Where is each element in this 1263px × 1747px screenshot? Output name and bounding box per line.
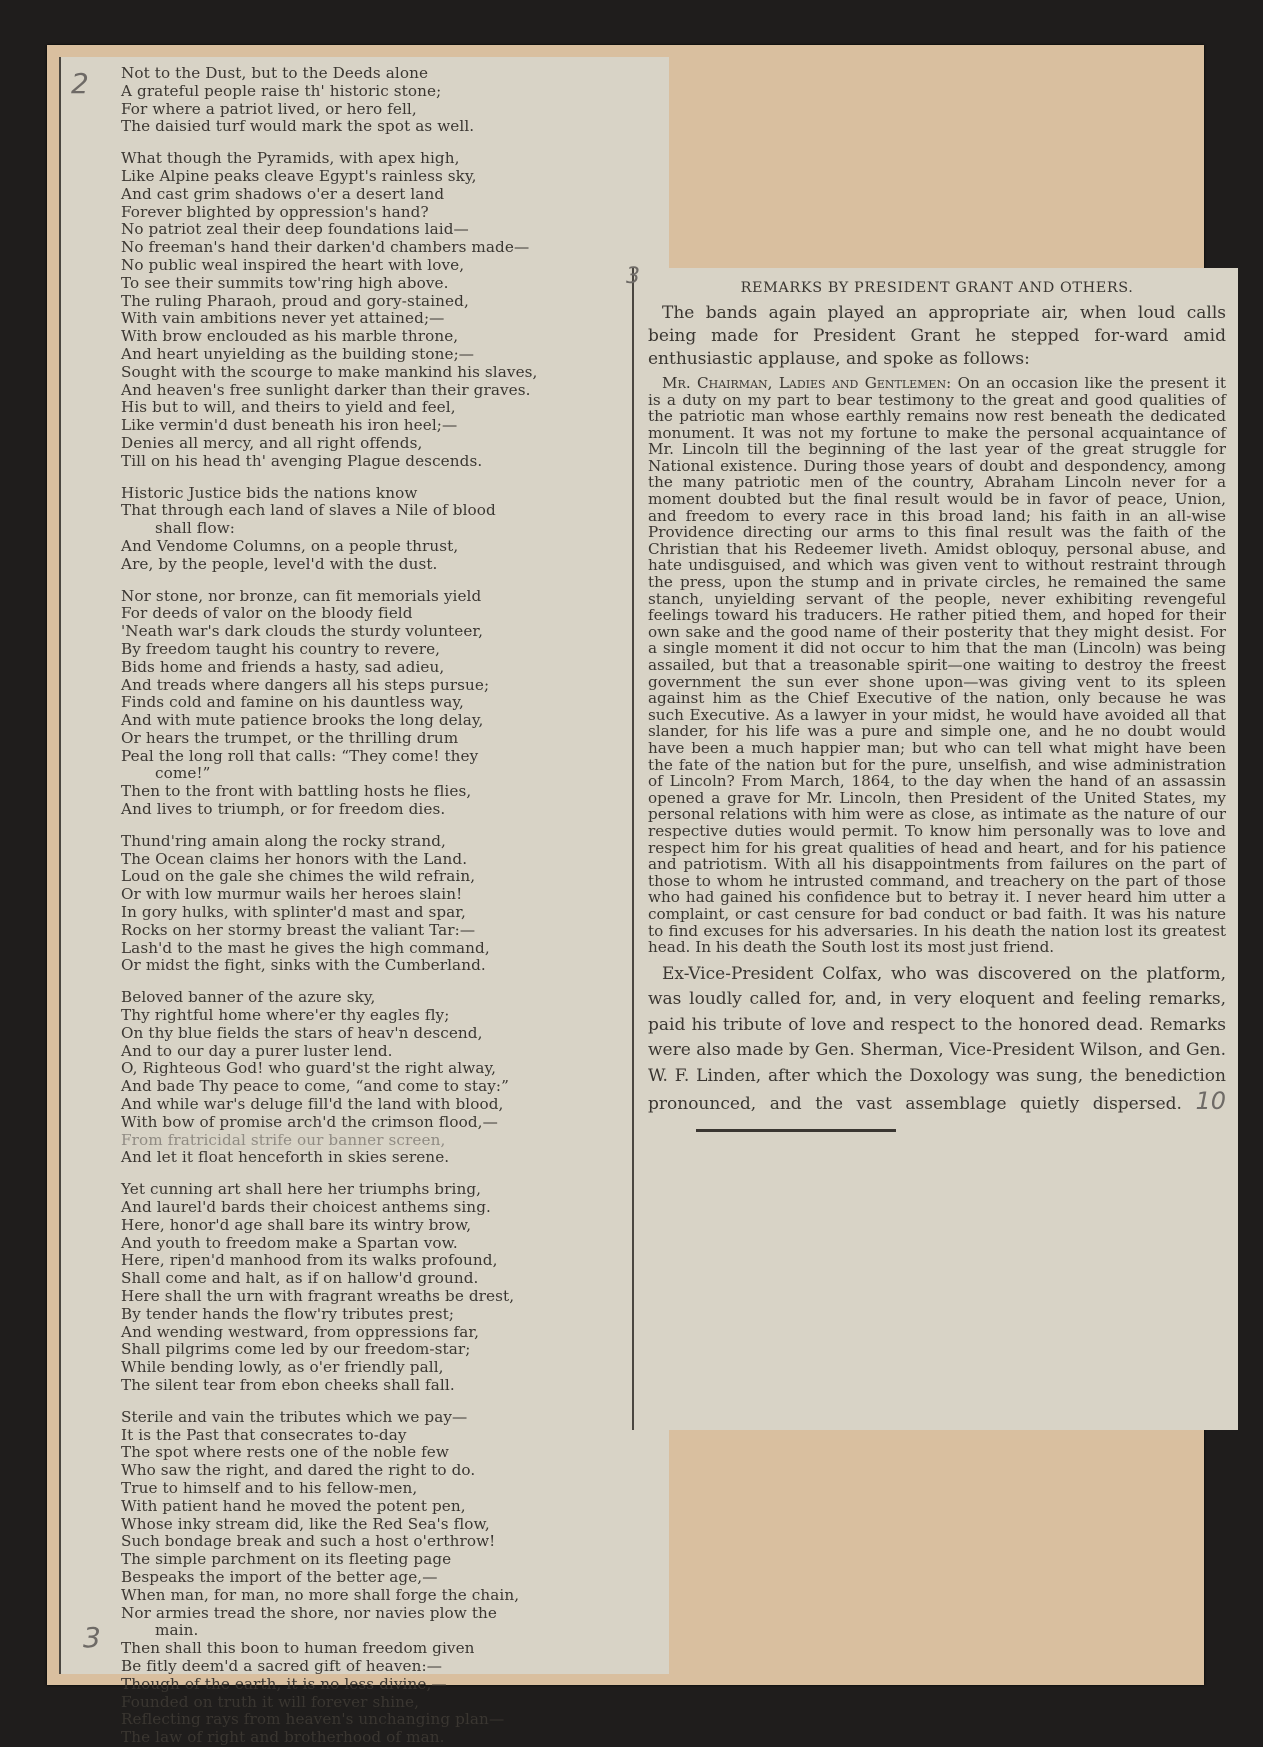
poem-line: Denies all mercy, and all right offends, bbox=[121, 433, 423, 452]
end-rule bbox=[696, 1129, 896, 1132]
poem-line: By tender hands the flow'ry tributes prest; bbox=[121, 1304, 455, 1323]
poem-line: It is the Past that consecrates to-day bbox=[121, 1425, 407, 1444]
poem-line: Like Alpine peaks cleave Egypt's rainless sky, bbox=[121, 166, 477, 185]
poem-line: O, Righteous God! who guard'st the right alway, bbox=[121, 1059, 497, 1078]
poem-stanza bbox=[121, 833, 659, 975]
poem-line: Shall come and halt, as if on hallow'd ground. bbox=[121, 1269, 479, 1288]
poem-line: Forever blighted by oppression's hand? bbox=[121, 202, 429, 221]
poem-line: Though of the earth, it is no less divine,— bbox=[121, 1674, 447, 1693]
poem-line: Shall pilgrims come led by our freedom-star; bbox=[121, 1340, 471, 1359]
poem-line: What though the Pyramids, with apex high, bbox=[121, 149, 460, 168]
poem-line: Thund'ring amain along the rocky strand, bbox=[121, 831, 446, 850]
poem-line: By freedom taught his country to revere, bbox=[121, 639, 441, 658]
poem-line: And let it float henceforth in skies serene. bbox=[121, 1148, 450, 1167]
poem-line: For deeds of valor on the bloody field bbox=[121, 604, 413, 623]
poem-line: For where a patriot lived, or hero fell, bbox=[121, 99, 417, 118]
poem-line: A grateful people raise th' historic stone; bbox=[121, 81, 442, 100]
poem-line: And Vendome Columns, on a people thrust, bbox=[121, 536, 459, 555]
speech-salutation: Mr. Chairman, Ladies and Gentlemen: bbox=[662, 373, 952, 392]
poem-line: Like vermin'd dust beneath his iron heel;— bbox=[121, 416, 458, 435]
poem-line: And laurel'd bards their choicest anthems sing. bbox=[121, 1198, 491, 1217]
poem-line: With patient hand he moved the potent pen, bbox=[121, 1496, 466, 1515]
poem-line: Beloved banner of the azure sky, bbox=[121, 988, 376, 1007]
poem-line: Till on his head th' avenging Plague descends. bbox=[121, 451, 483, 470]
poem-line: The silent tear from ebon cheeks shall fall. bbox=[121, 1375, 455, 1394]
poem-line: Then to the front with battling hosts he flies, bbox=[121, 782, 472, 801]
closing-text: Ex-Vice-President Colfax, who was discovered on the platform, was loudly called for, and, in very eloquent and feeling remarks, paid his tribute of love and respect to the honored dead. Remarks were also made by Gen. Sherman, Vice-President Wilson, and Gen. W. F. Linden, after which the Doxology was sung, the benediction pronounced, and the vast assemblage quietly dispersed. bbox=[648, 963, 1226, 1115]
poem-line: Not to the Dust, but to the Deeds alone bbox=[121, 64, 429, 82]
poem-line: Who saw the right, and dared the right to do. bbox=[121, 1461, 476, 1480]
poem-stanza bbox=[121, 65, 659, 136]
poem-line: Nor armies tread the shore, nor navies plow the bbox=[121, 1603, 497, 1622]
scrapbook-page bbox=[47, 45, 1227, 1747]
poem-line: When man, for man, no more shall forge the chain, bbox=[121, 1585, 520, 1604]
poem-line: Then shall this boon to human freedom given bbox=[121, 1639, 475, 1658]
poem-line: With vain ambitions never yet attained;— bbox=[121, 309, 445, 328]
poem-line: Sought with the scourge to make mankind his slaves, bbox=[121, 362, 538, 381]
poem-stanza bbox=[121, 150, 659, 470]
poem-line: No freeman's hand their darken'd chambers made— bbox=[121, 238, 530, 257]
poem-line: Lash'd to the mast he gives the high command, bbox=[121, 938, 490, 957]
poem-line: Founded on truth it will forever shine, bbox=[121, 1692, 420, 1711]
poem-stanza bbox=[121, 485, 659, 574]
poem-line: Nor stone, nor bronze, can fit memorials yield bbox=[121, 586, 482, 605]
poem-line: With bow of promise arch'd the crimson flood,— bbox=[121, 1112, 498, 1131]
poem-clipping bbox=[59, 57, 669, 1747]
article-intro: The bands again played an appropriate air, when loud calls being made for President Grant he stepped for-ward amid enthusiastic applause, and spoke as follows: bbox=[648, 302, 1226, 369]
poem-line: The spot where rests one of the noble few bbox=[121, 1443, 449, 1462]
poem-line: The law of right and brotherhood of man. bbox=[121, 1728, 445, 1747]
poem-line: Loud on the gale she chimes the wild refrain, bbox=[121, 867, 476, 886]
poem-line: While bending lowly, as o'er friendly pall, bbox=[121, 1358, 444, 1377]
poem-line: The simple parchment on its fleeting page bbox=[121, 1550, 452, 1569]
poem-body bbox=[121, 65, 659, 1747]
poem-line: And wending westward, from oppressions far, bbox=[121, 1322, 480, 1341]
poem-line: Rocks on her stormy breast the valiant Tar:— bbox=[121, 920, 476, 939]
poem-line: Sterile and vain the tributes which we pay— bbox=[121, 1407, 468, 1426]
article-clipping bbox=[626, 264, 1238, 1430]
poem-line: And with mute patience brooks the long delay, bbox=[121, 711, 484, 730]
poem-line: Or midst the fight, sinks with the Cumberland. bbox=[121, 956, 486, 975]
speech-text: On an occasion like the present it is a duty on my part to bear testimony to the great and good qualities of the patriotic man whose earthly remains now rest beneath the dedicated monument. It was not my fortune to make the personal acquaintance of Mr. Lincoln till the beginning of the last year of the great struggle for National existence. During those years of doubt and despondency, among the many patriotic men of the country, Abraham Lincoln never for a moment doubted but the final result would be in favor of peace, Union, and freedom to every race in this broad land; his faith in an all-wise Providence directing our arms to this final result was the faith of the Christian that his Redeemer liveth. Amidst obloquy, personal abuse, and hate undisguised, and which was given vent to without restraint through the press, upon the stump and in private circles, he remained the same stanch, unyielding servant of the people, never exhibiting revengeful feelings toward his traducers. He rather pitied them, and hoped for their own sake and the good name of their posterity that they might desist. For a single moment it did not occur to him that the man (Lincoln) was being assailed, but that a treasonable spirit—one waiting to destroy the freest government the sun ever shone upon—was giving vent to its spleen against him as the Chief Executive of the nation, only because he was such Executive. As a lawyer in your midst, he would have avoided all that slander, for his life was a pure and simple one, and he no doubt would have been a much happier man; but who can tell what might have been the fate of the nation but for the pure, unselfish, and wise administration of Lincoln? From March, 1864, to the day when the hand of an assassin opened a grave for Mr. Lincoln, then President of the United States, my personal relations with him were as close, as intimate as the nature of our respective duties would permit. To know him personally was to love and respect him for his great qualities of head and heart, and for his patience and patriotism. With all his disappointments from failures on the part of those to whom he intrusted command, and treachery on the part of those who had gained his confidence but to betray it. I never heard him utter a complaint, or cast censure for bad conduct or bad faith. It was his nature to find excuses for his adversaries. In his death the nation lost its greatest head. In his death the South lost its most just friend. bbox=[648, 373, 1227, 957]
poem-line: Finds cold and famine on his dauntless way, bbox=[121, 693, 464, 712]
poem-line: And while war's deluge fill'd the land with blood, bbox=[121, 1095, 504, 1114]
poem-line: No patriot zeal their deep foundations laid— bbox=[121, 220, 469, 239]
poem-stanza bbox=[121, 989, 659, 1167]
poem-line: And heaven's free sunlight darker than their graves. bbox=[121, 380, 531, 399]
poem-line: Historic Justice bids the nations know bbox=[121, 483, 418, 502]
poem-stanza bbox=[121, 1409, 659, 1747]
poem-line: And treads where dangers all his steps pursue; bbox=[121, 675, 490, 694]
poem-line: And lives to triumph, or for freedom dies. bbox=[121, 800, 446, 819]
poem-line: Here, honor'd age shall bare its wintry brow, bbox=[121, 1215, 472, 1234]
poem-line: That through each land of slaves a Nile of blood bbox=[121, 501, 496, 520]
poem-line: Such bondage break and such a host o'erthrow! bbox=[121, 1532, 496, 1551]
poem-line: Yet cunning art shall here her triumphs bring, bbox=[121, 1180, 482, 1199]
poem-line: To see their summits tow'ring high above. bbox=[121, 273, 449, 292]
poem-line: On thy blue fields the stars of heav'n descend, bbox=[121, 1023, 483, 1042]
poem-line: Peal the long roll that calls: “They come! they bbox=[121, 746, 479, 765]
poem-line: In gory hulks, with splinter'd mast and spar, bbox=[121, 903, 466, 922]
poem-line: Are, by the people, level'd with the dust. bbox=[121, 554, 438, 573]
poem-line: With brow enclouded as his marble throne, bbox=[121, 327, 459, 346]
poem-line: Here, ripen'd manhood from its walks profound, bbox=[121, 1251, 498, 1270]
pencil-mark-top: 3 bbox=[626, 264, 640, 289]
pencil-page-number-top: 2 bbox=[71, 67, 89, 100]
poem-line: True to himself and to his fellow-men, bbox=[121, 1478, 418, 1497]
poem-line: Be fitly deem'd a sacred gift of heaven:— bbox=[121, 1656, 442, 1675]
poem-line: come!” bbox=[155, 764, 211, 783]
poem-line: Or hears the trumpet, or the thrilling drum bbox=[121, 728, 459, 747]
poem-line: The daisied turf would mark the spot as well. bbox=[121, 117, 475, 136]
poem-line: His but to will, and theirs to yield and feel, bbox=[121, 398, 456, 417]
poem-stanza bbox=[121, 588, 659, 819]
article-heading: REMARKS BY PRESIDENT GRANT AND OTHERS. bbox=[740, 280, 1134, 296]
poem-line: Bids home and friends a hasty, sad adieu, bbox=[121, 657, 445, 676]
poem-line: The Ocean claims her honors with the Land. bbox=[121, 849, 468, 868]
poem-line: main. bbox=[155, 1621, 199, 1640]
poem-line: No public weal inspired the heart with love, bbox=[121, 255, 465, 274]
pencil-page-number: 10 bbox=[1195, 1087, 1226, 1116]
poem-line: Thy rightful home where'er thy eagles fly; bbox=[121, 1006, 450, 1025]
poem-line: Here shall the urn with fragrant wreaths be drest, bbox=[121, 1287, 515, 1305]
poem-line: And heart unyielding as the building stone;— bbox=[121, 344, 475, 363]
poem-line: Bespeaks the import of the better age,— bbox=[121, 1567, 438, 1586]
poem-line: shall flow: bbox=[155, 519, 236, 538]
pencil-page-number-bottom: 3 bbox=[83, 1621, 101, 1654]
poem-line: The ruling Pharaoh, proud and gory-stained, bbox=[121, 291, 469, 310]
poem-line: And cast grim shadows o'er a desert land bbox=[121, 184, 445, 203]
poem-line: Or with low murmur wails her heroes slain! bbox=[121, 885, 463, 904]
poem-line: From fratricidal strife our banner screen, bbox=[121, 1130, 446, 1149]
poem-line: And youth to freedom make a Spartan vow. bbox=[121, 1233, 458, 1252]
poem-stanza bbox=[121, 1181, 659, 1395]
poem-line: And to our day a purer luster lend. bbox=[121, 1041, 393, 1060]
grant-speech bbox=[648, 375, 1226, 956]
article-closing bbox=[648, 962, 1226, 1144]
poem-line: And bade Thy peace to come, “and come to stay:” bbox=[121, 1077, 509, 1096]
poem-line: 'Neath war's dark clouds the sturdy volunteer, bbox=[121, 622, 484, 641]
poem-line: Reflecting rays from heaven's unchanging plan— bbox=[121, 1710, 505, 1729]
poem-line: Whose inky stream did, like the Red Sea's flow, bbox=[121, 1514, 490, 1533]
